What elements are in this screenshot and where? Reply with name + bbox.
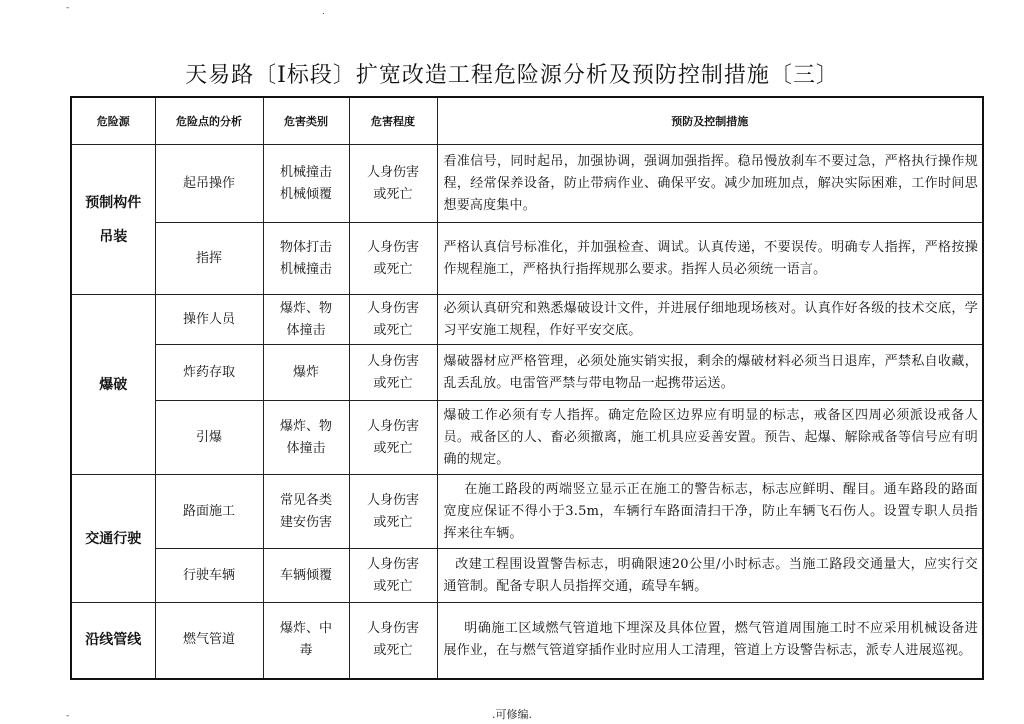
table-row bbox=[71, 401, 983, 475]
hazard-measures: 爆破器材应严格管理，必须处施实销实报，剩余的爆破材料必须当日退库，严禁私自收藏，乱丢乱放。电雷管严禁与带电物品一起携带运送。 bbox=[437, 345, 983, 401]
hazard-category bbox=[263, 145, 349, 223]
hazard-category bbox=[263, 223, 349, 295]
hazard-measures: 严格认真信号标准化，并加强检查、调试。认真传递，不要误传。明确专人指挥，严格按操作规程施工，严格执行指挥规那么要求。指挥人员必须统一语言。 bbox=[437, 223, 983, 295]
hazard-source-cell bbox=[71, 475, 155, 603]
hazard-source-cell bbox=[71, 145, 155, 295]
hazard-degree-text: 人身伤害 或死亡 bbox=[366, 239, 419, 277]
header-category: 危害类别 bbox=[263, 97, 349, 145]
document-title: 天易路〔Ⅰ标段〕扩宽改造工程危险源分析及预防控制措施〔三〕 bbox=[185, 63, 839, 88]
hazard-source-label: 沿线管线 bbox=[85, 632, 142, 649]
hazard-category-text: 常见各类 建安伤害 bbox=[279, 492, 332, 530]
hazard-category-text: 车辆倾覆 bbox=[279, 567, 332, 583]
hazard-degree-text: 人身伤害 或死亡 bbox=[366, 353, 419, 391]
corner-mark: - bbox=[66, 711, 70, 721]
hazard-category-text: 机械撞击 机械倾覆 bbox=[279, 164, 332, 202]
hazard-category-text: 爆炸、物 体撞击 bbox=[279, 418, 332, 456]
hazard-category bbox=[263, 603, 349, 679]
hazard-category bbox=[263, 401, 349, 475]
hazard-measures: 看准信号，同时起吊，加强协调，强调加强指挥。稳吊慢放刹车不要过急，严格执行操作规程，经常保养设备，防止带病作业、确保平安。减少加班加点，解决实际困难，工作时间思想要高度集中。 bbox=[437, 145, 983, 223]
hazard-point: 指挥 bbox=[155, 223, 263, 295]
hazard-point: 起吊操作 bbox=[155, 145, 263, 223]
hazard-category-text: 物体打击 机械撞击 bbox=[279, 239, 332, 277]
hazard-point: 路面施工 bbox=[155, 475, 263, 549]
table-row bbox=[71, 345, 983, 401]
page-footer: .可修编. bbox=[492, 708, 532, 721]
hazard-measures: 在施工路段的两端竖立显示正在施工的警告标志，标志应鲜明、醒目。通车路段的路面宽度应保证不得小于3.5m，车辆行车路面清扫干净，防止车辆飞石伤人。设置专职人员指挥来往车辆。 bbox=[437, 475, 983, 549]
hazard-category bbox=[263, 549, 349, 603]
corner-mark: . bbox=[322, 7, 325, 17]
table-row bbox=[71, 549, 983, 603]
hazard-degree-text: 人身伤害 或死亡 bbox=[366, 164, 419, 202]
hazard-point: 行驶车辆 bbox=[155, 549, 263, 603]
hazard-measures: 明确施工区域燃气管道地下埋深及具体位置，燃气管道周围施工时不应采用机械设备进展作业，在与燃气管道穿插作业时应用人工清理，管道上方设警告标志，派专人进展巡视。 bbox=[437, 603, 983, 679]
corner-mark: - bbox=[66, 3, 70, 13]
table-row bbox=[71, 295, 983, 345]
hazard-degree-text: 人身伤害 或死亡 bbox=[366, 621, 419, 659]
hazard-table bbox=[70, 96, 984, 680]
hazard-degree bbox=[349, 223, 437, 295]
header-measures: 预防及控制措施 bbox=[437, 97, 983, 145]
hazard-measures: 改建工程围设置警告标志，明确限速20公里/小时标志。当施工路段交通量大，应实行交通管制。配备专职人员指挥交通，疏导车辆。 bbox=[437, 549, 983, 603]
hazard-source-label: 吊装 bbox=[99, 228, 128, 245]
hazard-measures: 必须认真研究和熟悉爆破设计文件，并进展仔细地现场核对。认真作好各级的技术交底，学习平安施工规程，作好平安交底。 bbox=[437, 295, 983, 345]
hazard-point: 炸药存取 bbox=[155, 345, 263, 401]
hazard-degree-text: 人身伤害 或死亡 bbox=[366, 418, 419, 456]
hazard-point: 引爆 bbox=[155, 401, 263, 475]
table-row bbox=[71, 603, 983, 679]
table-row bbox=[71, 475, 983, 549]
hazard-source-cell bbox=[71, 603, 155, 679]
header-point: 危险点的分析 bbox=[155, 97, 263, 145]
header-degree: 危害程度 bbox=[349, 97, 437, 145]
hazard-degree bbox=[349, 475, 437, 549]
hazard-category-text: 爆炸 bbox=[292, 364, 319, 380]
hazard-degree-text: 人身伤害 或死亡 bbox=[366, 300, 419, 338]
hazard-source-label: 交通行驶 bbox=[85, 530, 142, 547]
hazard-category-text: 爆炸、中 毒 bbox=[279, 621, 332, 659]
hazard-degree-text: 人身伤害 或死亡 bbox=[366, 556, 419, 594]
hazard-point: 操作人员 bbox=[155, 295, 263, 345]
hazard-degree bbox=[349, 295, 437, 345]
hazard-degree bbox=[349, 603, 437, 679]
hazard-category bbox=[263, 295, 349, 345]
hazard-point: 燃气管道 bbox=[155, 603, 263, 679]
hazard-source-label: 爆破 bbox=[99, 376, 128, 393]
hazard-degree bbox=[349, 145, 437, 223]
hazard-degree bbox=[349, 549, 437, 603]
hazard-measures: 爆破工作必须有专人指挥。确定危险区边界应有明显的标志，戒备区四周必须派设戒备人员。戒备区的人、畜必须撤离，施工机具应妥善安置。预告、起爆、解除戒备等信号应有明确的规定。 bbox=[437, 401, 983, 475]
table-row bbox=[71, 145, 983, 223]
header-source: 危险源 bbox=[71, 97, 155, 145]
hazard-category bbox=[263, 475, 349, 549]
hazard-degree bbox=[349, 401, 437, 475]
hazard-source-cell bbox=[71, 295, 155, 475]
hazard-degree-text: 人身伤害 或死亡 bbox=[366, 492, 419, 530]
hazard-category bbox=[263, 345, 349, 401]
hazard-source-label: 预制构件 bbox=[85, 194, 142, 211]
hazard-degree bbox=[349, 345, 437, 401]
table-row bbox=[71, 223, 983, 295]
table-header-row bbox=[71, 97, 983, 145]
hazard-category-text: 爆炸、物 体撞击 bbox=[279, 300, 332, 338]
